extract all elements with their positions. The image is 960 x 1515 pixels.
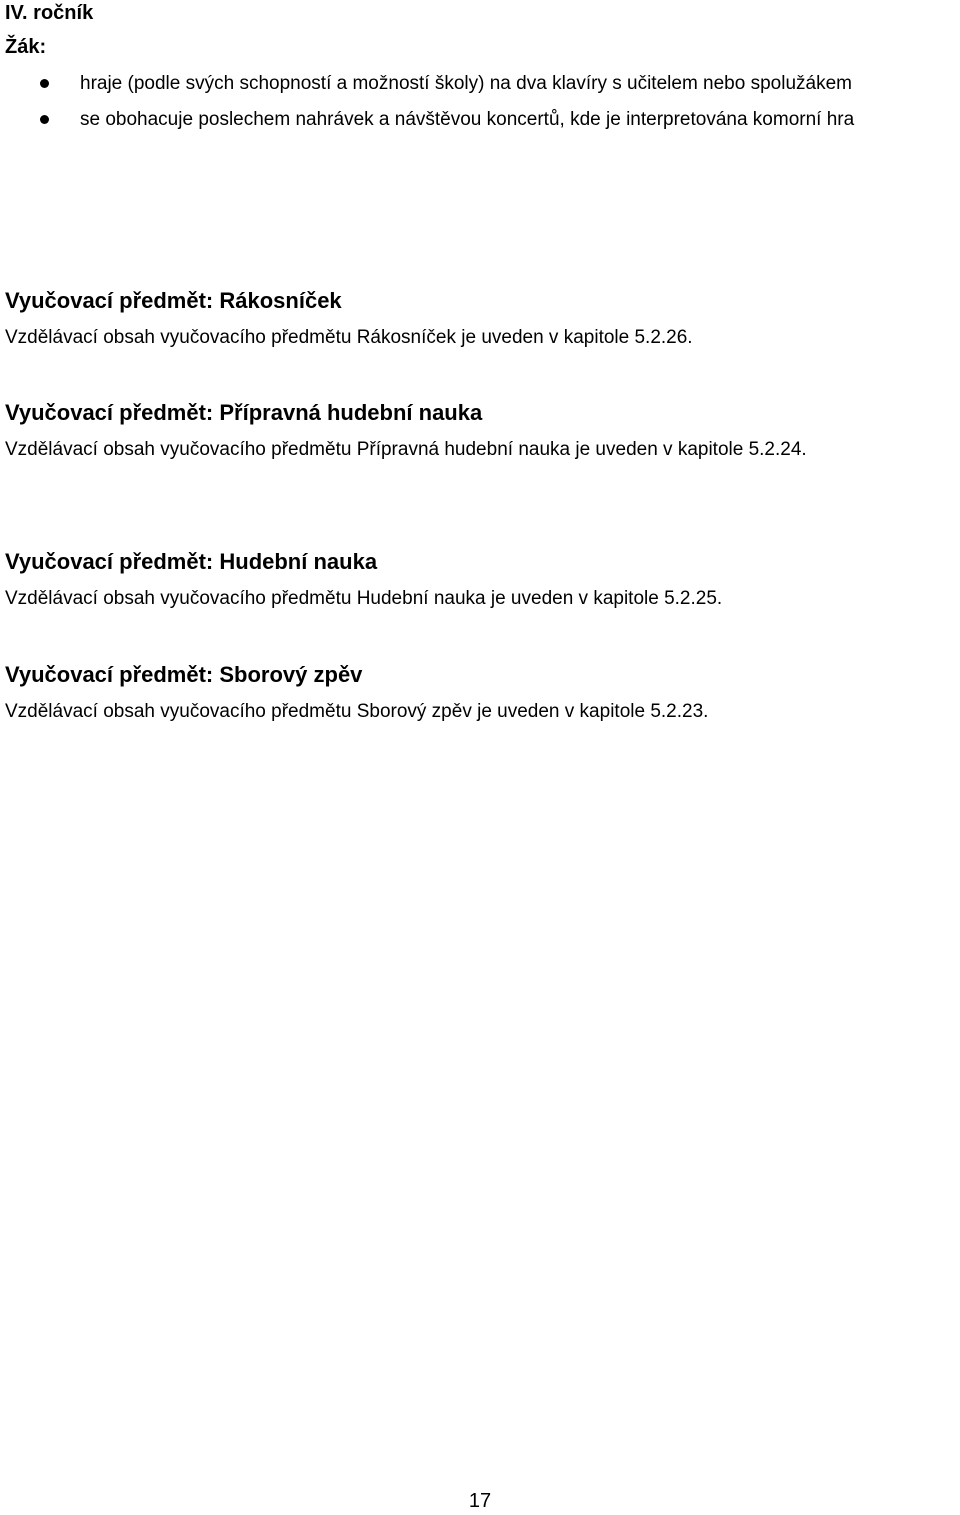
- page-number: 17: [468, 1490, 492, 1512]
- grade-title: IV. ročník: [5, 2, 94, 24]
- section-heading: Vyučovací předmět: Přípravná hudební nauka: [5, 400, 483, 425]
- student-bullet-list: [0, 66, 960, 138]
- bullet-icon: [40, 79, 49, 88]
- section-text: Vzdělávací obsah vyučovacího předmětu Sborový zpěv je uveden v kapitole 5.2.23.: [5, 701, 709, 722]
- section-heading: Vyučovací předmět: Sborový zpěv: [5, 662, 363, 687]
- list-item: [0, 66, 960, 102]
- section-pripravna-hudebni-nauka: [5, 398, 959, 466]
- bullet-text: se obohacuje poslechem nahrávek a návštěvou koncertů, kde je interpretována komorní hra: [80, 109, 855, 130]
- section-sborovy-zpev: [5, 660, 959, 728]
- section-text: Vzdělávací obsah vyučovacího předmětu Hudební nauka je uveden v kapitole 5.2.25.: [5, 588, 723, 609]
- section-heading: Vyučovací předmět: Hudební nauka: [5, 549, 378, 574]
- list-item: [0, 102, 960, 138]
- section-heading: Vyučovací předmět: Rákosníček: [5, 288, 342, 313]
- student-label: Žák:: [5, 36, 47, 58]
- section-hudebni-nauka: [5, 547, 959, 615]
- section-rakosnicek: [5, 286, 959, 354]
- bullet-icon: [40, 115, 49, 124]
- section-text: Vzdělávací obsah vyučovacího předmětu Rákosníček je uveden v kapitole 5.2.26.: [5, 327, 693, 348]
- bullet-text: hraje (podle svých schopností a možností školy) na dva klavíry s učitelem nebo spolužákem: [80, 73, 852, 94]
- section-text: Vzdělávací obsah vyučovacího předmětu Přípravná hudební nauka je uveden v kapitole 5.2.24.: [5, 439, 807, 460]
